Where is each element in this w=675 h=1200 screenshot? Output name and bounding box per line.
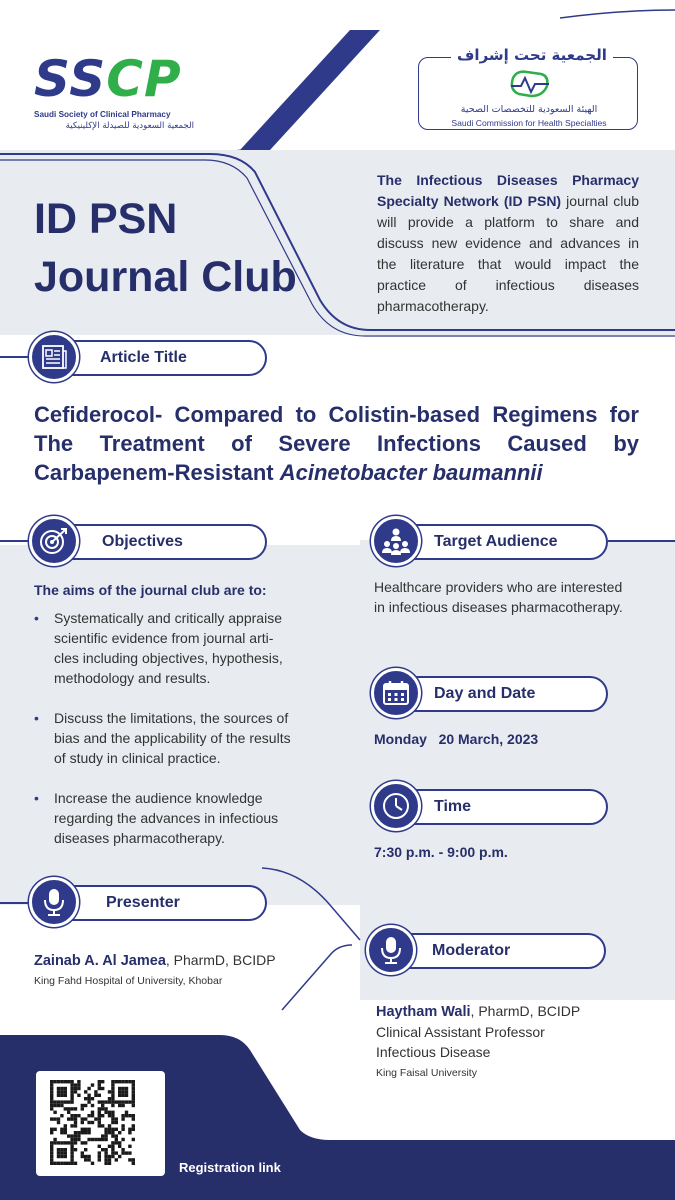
intro-rest: journal club will provide a platform to share and discuss new evidence and advances in the literature that would impact the practice of infectious diseases pharmacotherapy. [377, 193, 639, 314]
moderator-name-line [376, 1001, 656, 1022]
article-title-text [34, 400, 639, 487]
day-date-value [374, 731, 538, 747]
moderator-name: Haytham Wali [376, 1004, 471, 1020]
list-item: • Increase the audience knowledge regarding the advances in infectious diseases pharmacotherapy. [34, 788, 294, 848]
moderator-label: Moderator [432, 942, 511, 959]
moderator-role: Clinical Assistant Professor [376, 1024, 545, 1040]
objectives-lead: The aims of the journal club are to: [34, 582, 267, 598]
list-item: • Systematically and critically appraise scientific evidence from journal arti-cles including objectives, hypothesis, methodology and results. [34, 608, 294, 688]
article-title-pill [52, 340, 267, 376]
clock-icon [371, 781, 421, 831]
qr-code[interactable] [36, 1071, 165, 1176]
moderator-department: Infectious Disease [376, 1044, 491, 1060]
article-title-italic: Acinetobacter baumannii [279, 460, 543, 485]
objectives-pill [52, 524, 267, 560]
title-line-2: Journal Club [34, 253, 297, 301]
moderator-credentials: , PharmD, BCIDP [470, 1003, 581, 1019]
newspaper-icon [29, 332, 79, 382]
presenter-affiliation: King Fahd Hospital of University, Khobar [34, 975, 223, 987]
presenter-label: Presenter [106, 894, 180, 911]
date: 20 March, 2023 [438, 731, 539, 747]
calendar-icon [371, 668, 421, 718]
target-label: Target Audience [434, 533, 558, 550]
sscp-logo [34, 50, 194, 131]
time-value: 7:30 p.m. - 9:00 p.m. [374, 844, 508, 860]
moderator-details [376, 1001, 656, 1062]
sscp-name-en: Saudi Society of Clinical Pharmacy [34, 110, 171, 119]
article-label: Article Title [100, 349, 187, 366]
microphone-icon [29, 877, 79, 927]
weekday: Monday [374, 731, 427, 747]
registration-link[interactable]: Registration link [179, 1160, 281, 1175]
list-item: • Discuss the limitations, the sources of bias and the applicability of the results of study in clinical practice. [34, 708, 294, 768]
microphone-icon [366, 925, 416, 975]
moderator-pill [394, 933, 606, 969]
moderator-affiliation: King Faisal University [376, 1067, 477, 1079]
target-audience-text: Healthcare providers who are interested in infectious diseases pharmacotherapy. [374, 579, 623, 615]
schs-name-ar: الهيئة السعودية للتخصصات الصحية [460, 104, 598, 115]
target-line [608, 540, 675, 542]
time-pill [394, 789, 608, 825]
sscp-logo-letters: SSCP [34, 50, 182, 108]
schs-logo-icon [507, 68, 553, 100]
target-icon [29, 516, 79, 566]
title-line-1: ID PSN [34, 195, 178, 243]
intro-paragraph [377, 170, 639, 317]
time-label: Time [434, 798, 472, 815]
objectives-label: Objectives [102, 533, 183, 550]
intro-bold: The Infectious Diseases Pharmacy Specialty Network (ID PSN) [377, 172, 639, 209]
schs-supervision-box [418, 46, 638, 130]
target-audience-pill [394, 524, 608, 560]
schs-name-en: Saudi Commission for Health Specialties [451, 118, 607, 128]
presenter-pill [52, 885, 267, 921]
objectives-list [34, 608, 294, 868]
presenter-name-line [34, 950, 276, 971]
day-label: Day and Date [434, 685, 536, 702]
sscp-name-ar: الجمعية السعودية للصيدلة الإكلينيكية [65, 121, 194, 131]
presenter-credentials: , PharmD, BCIDP [165, 952, 276, 968]
presenter-name: Zainab A. Al Jamea [34, 953, 166, 969]
day-date-pill [394, 676, 608, 712]
article-title-main: Cefiderocol- Compared to Colistin-based Regimens for The Treatment of Severe Infections Caused by Carbapenem-Resistant [34, 402, 639, 485]
page-title [34, 190, 297, 306]
qr-code-graphic [36, 1071, 165, 1176]
supervision-label: الجمعية تحت إشراف [451, 46, 613, 64]
people-icon [371, 516, 421, 566]
